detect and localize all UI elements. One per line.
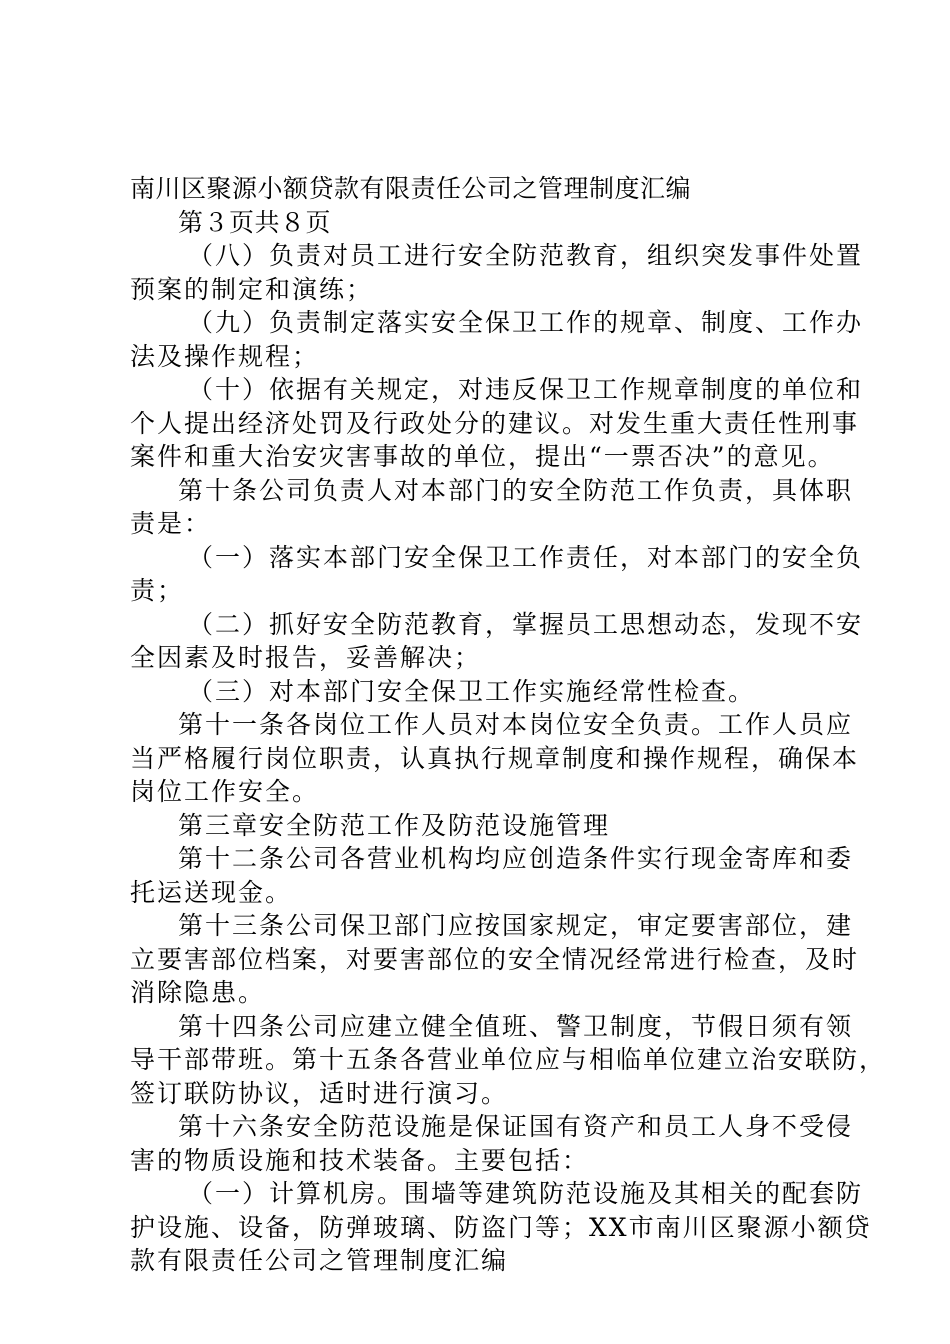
page-indicator: 第３页共８页 <box>178 207 332 237</box>
paragraph-line: （九）负责制定落实安全保卫工作的规章、制度、工作办 <box>188 308 864 337</box>
paragraph-line: 托运送现金。 <box>130 877 293 907</box>
paragraph-line: 责； <box>130 576 185 605</box>
document-body <box>130 172 887 1278</box>
paragraph-line: （一）计算机房。围墙等建筑防范设施及其相关的配套防 <box>188 1179 864 1208</box>
paragraph-line: 第十一条各岗位工作人员对本岗位安全负责。工作人员应 <box>178 710 854 739</box>
paragraph-line: 第十二条公司各营业机构均应创造条件实行现金寄库和委 <box>178 844 854 873</box>
paragraph-line: 全因素及时报告，妥善解决； <box>130 643 482 672</box>
paragraph-line: 当严格履行岗位职责，认真执行规章制度和操作规程，确保本 <box>130 743 860 773</box>
paragraph-line: 岗位工作安全。 <box>130 777 320 806</box>
paragraph-line: 款有限责任公司之管理制度汇编 <box>130 1246 509 1275</box>
paragraph-line: 第十条公司负责人对本部门的安全防范工作负责，具体职 <box>178 475 854 505</box>
paragraph-line: （二）抓好安全防范教育，掌握员工思想动态，发现不安 <box>188 609 864 639</box>
paragraph-line: 导干部带班。第十五条各营业单位应与相临单位建立治安联防， <box>130 1045 887 1074</box>
paragraph-line: 第十三条公司保卫部门应按国家规定，审定要害部位，建 <box>178 911 854 940</box>
paragraph-line: 预案的制定和演练； <box>130 274 374 304</box>
paragraph-line: （一）落实本部门安全保卫工作责任，对本部门的安全负 <box>188 542 864 572</box>
paragraph-line: 立要害部位档案，对要害部位的安全情况经常进行检查，及时 <box>130 944 860 974</box>
paragraph-line: 个人提出经济处罚及行政处分的建议。对发生重大责任性刑事 <box>130 408 860 438</box>
paragraph-line: 责是： <box>130 509 212 538</box>
paragraph-line: （三）对本部门安全保卫工作实施经常性检查。 <box>188 676 756 706</box>
paragraph-line: （十）依据有关规定，对违反保卫工作规章制度的单位和 <box>188 375 864 404</box>
paragraph-line: 第十四条公司应建立健全值班、警卫制度，节假日须有领 <box>178 1011 854 1041</box>
chapter-heading: 第三章安全防范工作及防范设施管理 <box>178 810 611 840</box>
paragraph-line: 害的物质设施和技术装备。主要包括： <box>130 1145 590 1175</box>
paragraph-line: 案件和重大治安灾害事故的单位，提出“一票否决”的意见。 <box>130 442 835 471</box>
paragraph-line: （八）负责对员工进行安全防范教育，组织突发事件处置 <box>188 241 864 270</box>
paragraph-line: 法及操作规程； <box>130 341 320 371</box>
paragraph-line: 消除隐患。 <box>130 978 266 1007</box>
paragraph-line: 第十六条安全防范设施是保证国有资产和员工人身不受侵 <box>178 1112 854 1141</box>
paragraph-line: 签订联防协议，适时进行演习。 <box>130 1078 509 1108</box>
paragraph-line: 护设施、设备，防弹玻璃、防盗门等；XX市南川区聚源小额贷 <box>130 1212 872 1242</box>
document-header: 南川区聚源小额贷款有限责任公司之管理制度汇编 <box>130 174 692 203</box>
